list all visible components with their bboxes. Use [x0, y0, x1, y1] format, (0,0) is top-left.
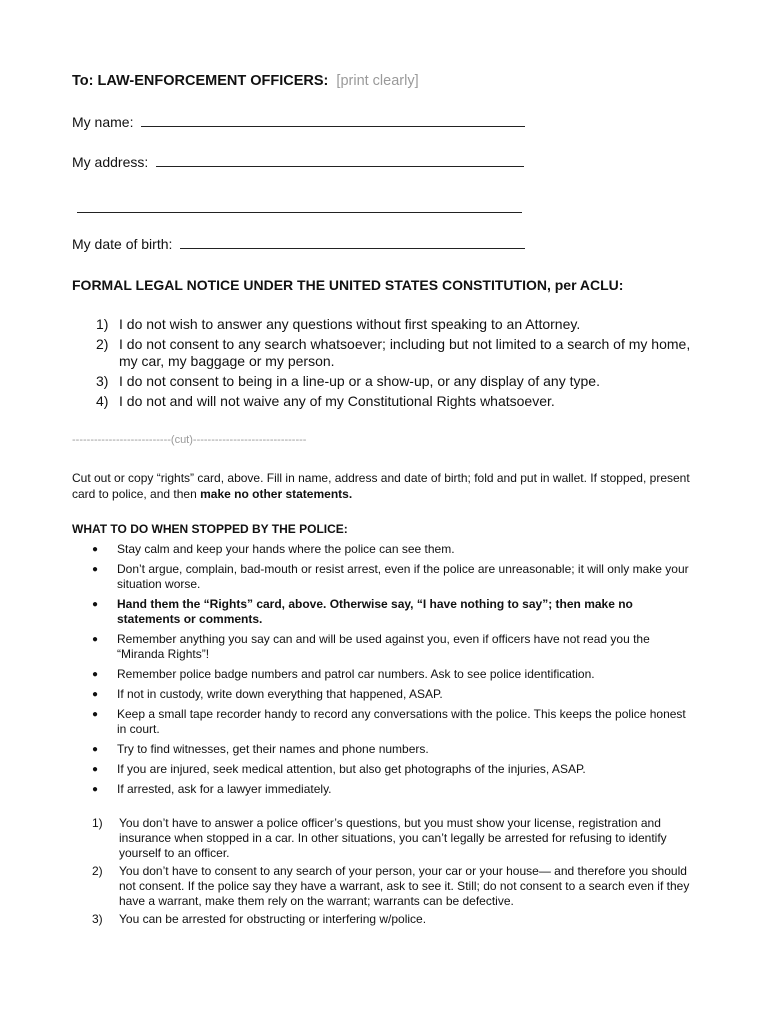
- address-blank-line: [156, 154, 524, 167]
- addressee-line: [72, 73, 419, 89]
- address-blank-line-2: [77, 200, 522, 213]
- list-item: ● Stay calm and keep your hands where the police can see them.: [92, 542, 455, 556]
- list-item: ● Hand them the “Rights” card, above. Otherwise say, “I have nothing to say”; then make no statements or comments.: [92, 597, 633, 626]
- stopped-list: [92, 542, 697, 802]
- addressee-heading: To: LAW-ENFORCEMENT OFFICERS:: [72, 73, 329, 89]
- list-item: ● Remember police badge numbers and patrol car numbers. Ask to see police identification.: [92, 667, 595, 681]
- card-instructions-bold: make no other statements.: [200, 487, 353, 501]
- cut-line: ---------------------------(cut)-------------------------------: [72, 434, 307, 446]
- list-item: ● If not in custody, write down everything that happened, ASAP.: [92, 687, 443, 701]
- dob-blank-line: [180, 236, 525, 249]
- notice-item: 2) I do not consent to any search whatsoever; including but not limited to a search of my home, my car, my baggage or my person.: [96, 336, 691, 369]
- address-field: [72, 154, 524, 170]
- fact-item: 1) You don’t have to answer a police officer’s questions, but you must show your license, registration and insurance when stopped in a car. In other situations, you can’t legally be arrested for refusing to identify yourself to an officer.: [92, 816, 667, 860]
- facts-list: [92, 816, 697, 930]
- print-clearly-hint: [print clearly]: [336, 73, 419, 89]
- list-item: ● If you are injured, seek medical attention, but also get photographs of the injuries, ASAP.: [92, 762, 586, 776]
- name-field: [72, 114, 525, 130]
- notice-item: 4) I do not and will not waive any of my Constitutional Rights whatsoever.: [96, 393, 555, 409]
- card-instructions-text: Cut out or copy “rights” card, above. Fill in name, address and date of birth; fold and put in wallet. If stopped, present card to police, and then: [72, 471, 690, 501]
- list-item: ● Don’t argue, complain, bad-mouth or resist arrest, even if the police are unreasonable; it will only make your situation worse.: [92, 562, 689, 591]
- legal-notice-title: FORMAL LEGAL NOTICE UNDER THE UNITED STATES CONSTITUTION, per ACLU:: [72, 277, 624, 293]
- stopped-section-title: WHAT TO DO WHEN STOPPED BY THE POLICE:: [72, 522, 348, 536]
- list-item: ● If arrested, ask for a lawyer immediately.: [92, 782, 332, 796]
- name-blank-line: [141, 114, 525, 127]
- name-label: My name:: [72, 114, 134, 130]
- list-item: ● Remember anything you say can and will be used against you, even if officers have not read you the “Miranda Rights”!: [92, 632, 650, 661]
- fact-item: 3) You can be arrested for obstructing or interfering w/police.: [92, 912, 427, 926]
- list-item: ● Try to find witnesses, get their names and phone numbers.: [92, 742, 429, 756]
- card-instructions: [72, 470, 697, 502]
- dob-field: [72, 236, 525, 252]
- notice-list: [96, 316, 706, 413]
- notice-item: 1) I do not wish to answer any questions without first speaking to an Attorney.: [96, 316, 581, 332]
- notice-item: 3) I do not consent to being in a line-up or a show-up, or any display of any type.: [96, 373, 600, 389]
- fact-item: 2) You don’t have to consent to any search of your person, your car or your house— and therefore you should not consent. If the police say they have a warrant, ask to see it. Still; do not consent to a search even if they have a warrant, make them rely on the warrant; warrants can be defective.: [92, 864, 690, 908]
- address-second-line: [77, 200, 522, 216]
- list-item: ● Keep a small tape recorder handy to record any conversations with the police. This keeps the police honest in court.: [92, 707, 686, 736]
- address-label: My address:: [72, 154, 149, 170]
- dob-label: My date of birth:: [72, 236, 173, 252]
